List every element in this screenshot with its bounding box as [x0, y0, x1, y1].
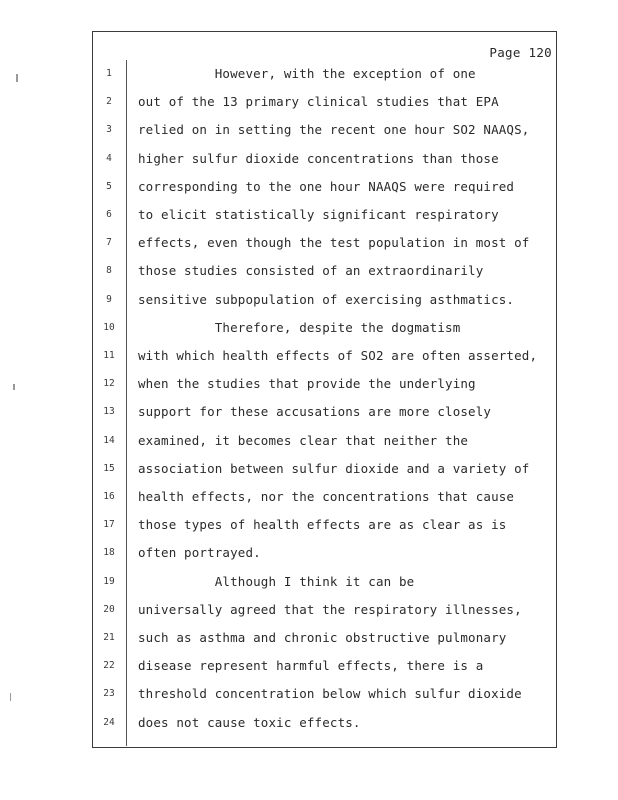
transcript-line: those types of health effects are as clear as is	[138, 517, 507, 533]
line-number: 3	[106, 124, 112, 136]
transcript-line: such as asthma and chronic obstructive pulmonary	[138, 630, 507, 645]
transcript-line: does not cause toxic effects.	[138, 714, 361, 730]
line-number: 12	[103, 378, 115, 390]
line-number: 6	[106, 209, 112, 220]
transcript-line: out of the 13 primary clinical studies that EPA	[138, 94, 499, 110]
line-number: 17	[103, 519, 115, 531]
transcript-line: Therefore, despite the dogmatism	[138, 319, 461, 335]
transcript-line: threshold concentration below which sulfur dioxide	[138, 686, 522, 702]
line-number: 4	[106, 152, 112, 164]
transcript-line: higher sulfur dioxide concentrations than those	[138, 150, 499, 166]
line-number: 19	[103, 575, 115, 587]
line-number: 23	[103, 688, 115, 700]
line-number: 16	[103, 491, 115, 502]
line-number: 9	[106, 293, 112, 305]
line-number: 7	[106, 237, 112, 249]
line-number: 20	[103, 603, 115, 615]
line-number: 24	[103, 716, 115, 728]
transcript-line: with which health effects of SO2 are often asserted,	[138, 348, 538, 363]
transcript-line: often portrayed.	[138, 545, 261, 561]
transcript-line: effects, even though the test population in most of	[138, 235, 530, 251]
page-number: Page 120	[489, 45, 552, 60]
transcript-line: those studies consisted of an extraordinarily	[138, 263, 484, 279]
transcript-line: However, with the exception of one	[138, 66, 476, 81]
scan-speck	[16, 74, 18, 82]
line-number: 14	[103, 434, 115, 446]
line-number: 21	[103, 632, 115, 643]
transcript-line: examined, it becomes clear that neither the	[138, 432, 469, 448]
transcript-line: support for these accusations are more closely	[138, 404, 492, 420]
line-number: 1	[106, 68, 112, 79]
line-number: 10	[103, 321, 115, 333]
line-number: 11	[103, 350, 115, 361]
transcript-line: sensitive subpopulation of exercising asthmatics.	[138, 291, 515, 307]
line-number: 8	[106, 265, 112, 277]
transcript-line: disease represent harmful effects, there is a	[138, 658, 484, 674]
transcript-line: when the studies that provide the underlying	[138, 376, 476, 392]
transcript-line: Although I think it can be	[138, 573, 415, 589]
line-number: 2	[106, 96, 112, 108]
transcript-line: association between sulfur dioxide and a variety of	[138, 460, 530, 476]
line-number: 15	[103, 462, 115, 474]
line-number: 13	[103, 406, 115, 418]
line-number: 22	[103, 660, 115, 672]
line-number: 5	[106, 180, 112, 192]
line-number-margin-rule	[126, 60, 127, 746]
transcript-line: to elicit statistically significant respiratory	[138, 207, 499, 222]
transcript-line: health effects, nor the concentrations that cause	[138, 489, 515, 504]
transcript-line: corresponding to the one hour NAAQS were required	[138, 178, 515, 194]
scan-speck	[13, 384, 15, 390]
line-number: 18	[103, 547, 115, 559]
transcript-line: relied on in setting the recent one hour SO2 NAAQS,	[138, 122, 530, 138]
transcript-line: universally agreed that the respiratory illnesses,	[138, 601, 522, 617]
scan-speck	[10, 693, 11, 701]
